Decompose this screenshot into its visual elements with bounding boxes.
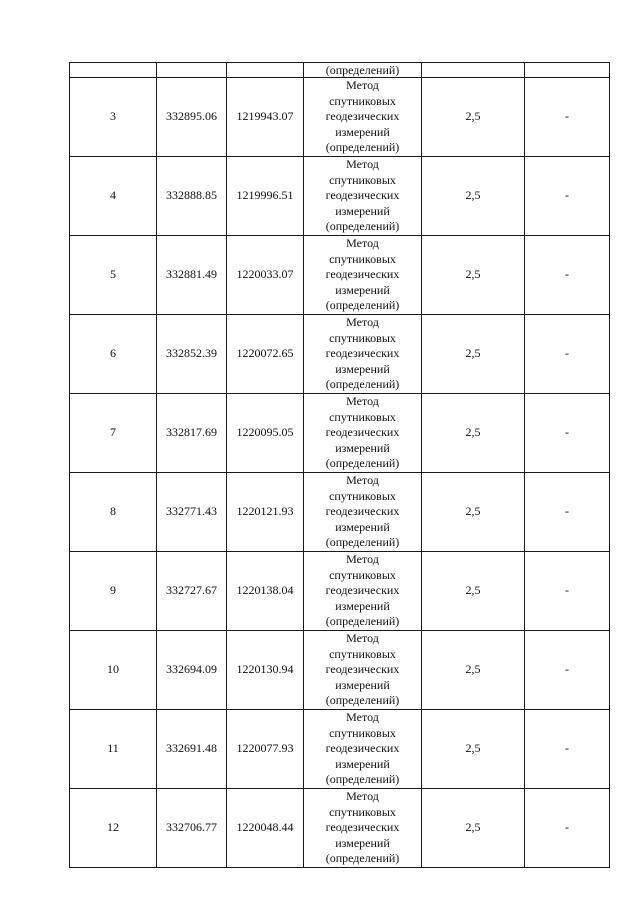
cell-x-coordinate: 332771.43	[157, 473, 227, 552]
cell-point-number: 8	[70, 473, 157, 552]
cell-y-coordinate	[227, 63, 304, 78]
cell-point-number: 11	[70, 710, 157, 789]
cell-x-coordinate: 332852.39	[157, 315, 227, 394]
cell-y-coordinate: 1220138.04	[227, 552, 304, 631]
cell-method: Метод спутниковых геодезических измерений (определений)	[304, 552, 422, 631]
cell-y-coordinate: 1220072.65	[227, 315, 304, 394]
cell-y-coordinate: 1220077.93	[227, 710, 304, 789]
cell-point-number: 4	[70, 157, 157, 236]
cell-method: (определений)	[304, 63, 422, 78]
cell-accuracy: 2,5	[422, 710, 525, 789]
cell-x-coordinate	[157, 63, 227, 78]
cell-accuracy: 2,5	[422, 631, 525, 710]
cell-accuracy: 2,5	[422, 78, 525, 157]
cell-note: -	[525, 315, 610, 394]
cell-point-number	[70, 63, 157, 78]
cell-method: Метод спутниковых геодезических измерений (определений)	[304, 236, 422, 315]
cell-note: -	[525, 394, 610, 473]
cell-y-coordinate: 1219943.07	[227, 78, 304, 157]
cell-accuracy: 2,5	[422, 394, 525, 473]
cell-method: Метод спутниковых геодезических измерений (определений)	[304, 789, 422, 868]
cell-x-coordinate: 332706.77	[157, 789, 227, 868]
cell-note: -	[525, 236, 610, 315]
cell-x-coordinate: 332895.06	[157, 78, 227, 157]
cell-note: -	[525, 789, 610, 868]
table-row	[70, 552, 610, 631]
cell-note: -	[525, 78, 610, 157]
cell-accuracy: 2,5	[422, 473, 525, 552]
cell-y-coordinate: 1220033.07	[227, 236, 304, 315]
table-row-partial	[70, 63, 610, 78]
cell-accuracy: 2,5	[422, 789, 525, 868]
cell-y-coordinate: 1220095.05	[227, 394, 304, 473]
cell-method: Метод спутниковых геодезических измерений (определений)	[304, 315, 422, 394]
cell-accuracy: 2,5	[422, 236, 525, 315]
cell-accuracy: 2,5	[422, 552, 525, 631]
cell-note: -	[525, 631, 610, 710]
cell-method: Метод спутниковых геодезических измерений (определений)	[304, 394, 422, 473]
cell-x-coordinate: 332727.67	[157, 552, 227, 631]
cell-point-number: 7	[70, 394, 157, 473]
table-row	[70, 394, 610, 473]
cell-note: -	[525, 552, 610, 631]
cell-accuracy	[422, 63, 525, 78]
cell-accuracy: 2,5	[422, 315, 525, 394]
table-body	[70, 63, 610, 868]
cell-point-number: 9	[70, 552, 157, 631]
cell-point-number: 6	[70, 315, 157, 394]
cell-method: Метод спутниковых геодезических измерений (определений)	[304, 78, 422, 157]
table-row	[70, 710, 610, 789]
cell-accuracy: 2,5	[422, 157, 525, 236]
cell-method: Метод спутниковых геодезических измерений (определений)	[304, 473, 422, 552]
cell-point-number: 3	[70, 78, 157, 157]
cell-point-number: 5	[70, 236, 157, 315]
cell-y-coordinate: 1220048.44	[227, 789, 304, 868]
cell-point-number: 10	[70, 631, 157, 710]
cell-y-coordinate: 1220130.94	[227, 631, 304, 710]
table-row	[70, 315, 610, 394]
cell-note: -	[525, 157, 610, 236]
cell-x-coordinate: 332694.09	[157, 631, 227, 710]
coordinates-table	[69, 62, 610, 868]
table-row	[70, 789, 610, 868]
cell-method: Метод спутниковых геодезических измерений (определений)	[304, 631, 422, 710]
cell-note	[525, 63, 610, 78]
cell-y-coordinate: 1219996.51	[227, 157, 304, 236]
table-row	[70, 157, 610, 236]
cell-method: Метод спутниковых геодезических измерений (определений)	[304, 710, 422, 789]
table-row	[70, 631, 610, 710]
cell-x-coordinate: 332817.69	[157, 394, 227, 473]
cell-point-number: 12	[70, 789, 157, 868]
cell-note: -	[525, 473, 610, 552]
cell-method: Метод спутниковых геодезических измерений (определений)	[304, 157, 422, 236]
cell-x-coordinate: 332881.49	[157, 236, 227, 315]
table-row	[70, 78, 610, 157]
cell-x-coordinate: 332691.48	[157, 710, 227, 789]
cell-note: -	[525, 710, 610, 789]
table-row	[70, 236, 610, 315]
cell-y-coordinate: 1220121.93	[227, 473, 304, 552]
cell-x-coordinate: 332888.85	[157, 157, 227, 236]
table-row	[70, 473, 610, 552]
